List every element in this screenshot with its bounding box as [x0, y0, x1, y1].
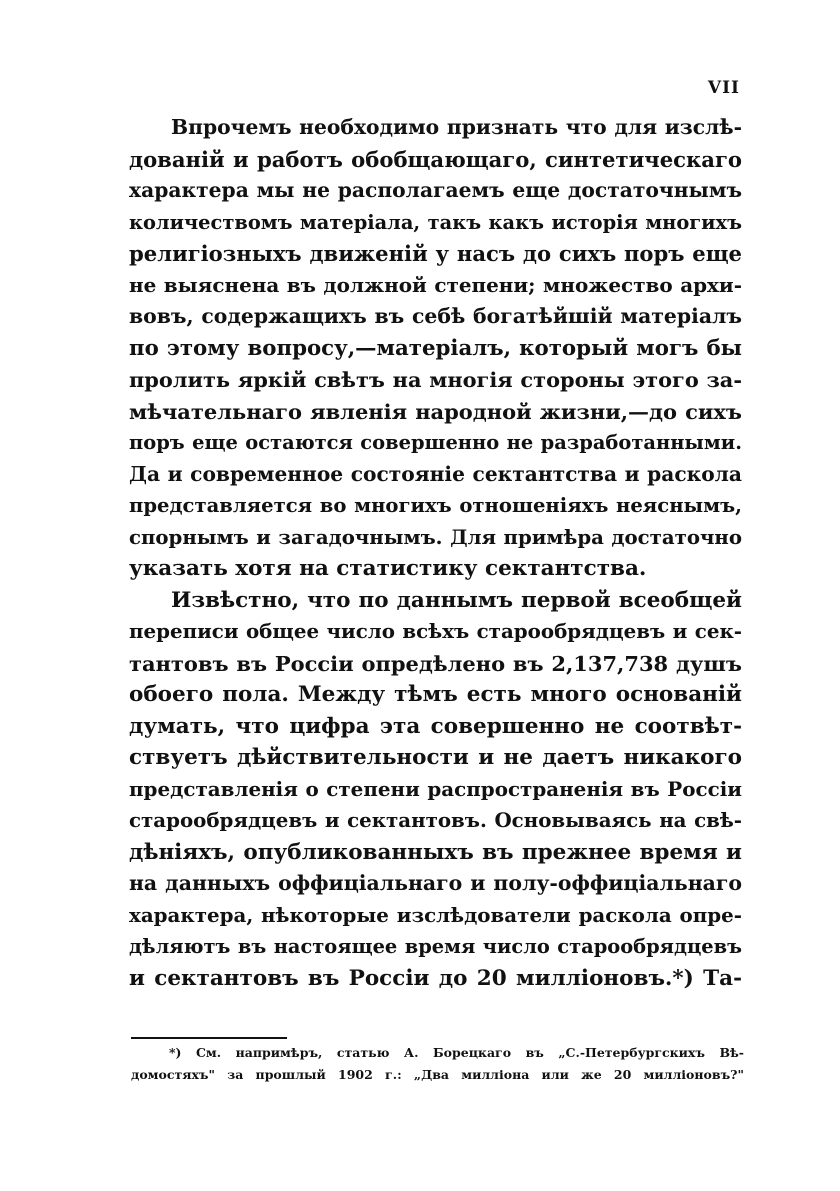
text-line: Извѣстно, что по даннымъ первой всеобщей [171, 587, 742, 613]
text-line: характера, нѣкоторые изслѣдователи раскола опре- [129, 902, 742, 927]
body-text [129, 112, 742, 994]
text-line: религіозныхъ движеній у насъ до сихъ поръ еще [129, 241, 742, 266]
text-line: тантовъ въ Россіи опредѣлено въ 2,137,738 душъ [129, 650, 742, 676]
text-line: спорнымъ и загадочнымъ. Для примѣра достаточно [129, 524, 742, 549]
text-line: не выяснена въ должной степени; множество архи- [129, 272, 742, 297]
text-line: дѣніяхъ, опубликованныхъ въ прежнее время и [129, 839, 742, 865]
footnote [131, 1042, 744, 1086]
text-line: ствуетъ дѣйствительности и не даетъ никакого [129, 745, 742, 770]
footnote-line: *) См. напримѣръ, статью А. Борецкаго въ „С.-Петербургскихъ Вѣ- [169, 1045, 744, 1060]
text-line: старообрядцевъ и сектантовъ. Основываясь на свѣ- [129, 808, 742, 832]
page-number: VII [707, 78, 740, 98]
text-line: думать, что цифра эта совершенно не соотвѣт- [129, 713, 742, 739]
footnote-line: домостяхъ" за прошлый 1902 г.: „Два милліона или же 20 милліоновъ?" [131, 1067, 744, 1082]
text-line: и сектантовъ въ Россіи до 20 милліоновъ.*) Та- [129, 965, 742, 991]
text-line: характера мы не располагаемъ еще достаточнымъ [129, 178, 742, 202]
text-line: на данныхъ оффиціальнаго и полу-оффиціальнаго [129, 871, 742, 895]
text-line: количествомъ матеріала, такъ какъ исторія многихъ [129, 210, 742, 234]
text-line: мѣчательнаго явленія народной жизни,—до сихъ [129, 398, 742, 424]
text-line: обоего пола. Между тѣмъ есть много основаній [129, 682, 742, 707]
text-line: вовъ, содержащихъ въ себѣ богатѣйшій матеріалъ [129, 304, 742, 328]
text-line: Да и современное состояніе сектантства и раскола [129, 461, 742, 486]
text-line: представленія о степени распространенія въ Россіи [129, 776, 742, 801]
text-line: указать хотя на статистику сектантства. [129, 556, 647, 581]
text-line: дѣляютъ въ настоящее время число старообрядцевъ [129, 935, 742, 958]
text-line: поръ еще остаются совершенно не разработанными. [129, 431, 742, 454]
text-line: дованій и работъ обобщающаго, синтетическаго [129, 146, 742, 172]
text-line: по этому вопросу,—матеріалъ, который могъ бы [129, 335, 742, 361]
text-line: пролить яркій свѣтъ на многія стороны этого за- [129, 367, 742, 392]
paragraph-2 [129, 585, 742, 995]
text-line: Впрочемъ необходимо признать что для изслѣ- [171, 115, 742, 139]
text-line: переписи общее число всѣхъ старообрядцевъ и сек- [129, 619, 742, 643]
text-line: представляется во многихъ отношеніяхъ неяснымъ, [129, 494, 742, 517]
paragraph-1 [129, 112, 742, 585]
footnote-divider [131, 1037, 287, 1039]
